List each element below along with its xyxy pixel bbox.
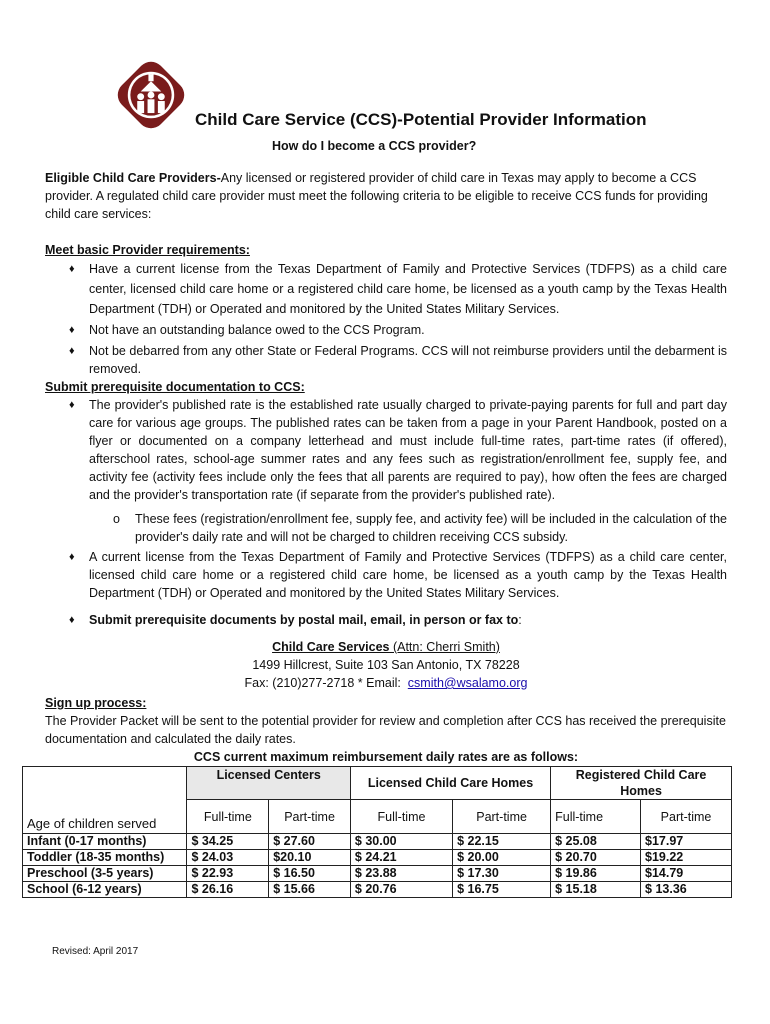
rate-cell: $ 16.50 [269, 866, 351, 882]
rate-cell: $ 20.70 [551, 850, 641, 866]
page-subtitle: How do I become a CCS provider? [272, 139, 477, 153]
contact-fax-line [45, 674, 727, 692]
rate-cell: $17.97 [641, 834, 732, 850]
submit-documentation-heading: Submit prerequisite documentation to CCS: [45, 380, 305, 394]
sub-bullet-icon: o [113, 512, 120, 526]
signup-heading: Sign up process: [45, 696, 147, 710]
rate-cell: $ 22.93 [187, 866, 269, 882]
list-item: ♦ Not be debarred from any other State or Federal Programs. CCS will not reimburse providers until the debarment is removed. [89, 342, 727, 378]
rate-cell: $ 30.00 [350, 834, 452, 850]
age-cell: Preschool (3-5 years) [23, 866, 187, 882]
fee-sub-item [45, 510, 727, 546]
rate-cell: $ 20.76 [350, 882, 452, 898]
rate-cell: $ 26.16 [187, 882, 269, 898]
table-row [23, 882, 732, 898]
eligible-paragraph [45, 169, 727, 223]
rate-cell: $ 34.25 [187, 834, 269, 850]
eligible-text: Any licensed or registered provider of child care in Texas may apply to become a CCS provider. A regulated child care provider must meet the following criteria to be eligible to receive CCS funds for providing child care services: [45, 171, 708, 221]
rate-cell: $ 27.60 [269, 834, 351, 850]
meet-requirements-heading: Meet basic Provider requirements: [45, 243, 250, 257]
rate-cell: $ 25.08 [551, 834, 641, 850]
rate-cell: $ 15.66 [269, 882, 351, 898]
submit-method-colon: : [518, 613, 522, 627]
age-cell: Infant (0-17 months) [23, 834, 187, 850]
submit-method-text: Submit prerequisite documents by postal mail, email, in person or fax to [89, 613, 519, 627]
rate-cell: $ 19.86 [551, 866, 641, 882]
group-header: Licensed Child Care Homes [350, 767, 550, 800]
rate-cell: $ 24.21 [350, 850, 452, 866]
contact-attn: (Attn: Cherri Smith) [389, 640, 500, 654]
rate-cell: $ 23.88 [350, 866, 452, 882]
contact-org: Child Care Services [272, 640, 390, 654]
list-item: ♦ Have a current license from the Texas Department of Family and Protective Services (TDFPS) as a child care center, licensed child care home or a registered child care home, be licensed as a youth camp by the Texas Health Department (TDH) or Operated and monitored by the United States Military Services. [89, 259, 727, 319]
list-item: ♦ A current license from the Texas Department of Family and Protective Services (TDFPS) as a child care center, licensed child care home or a registered child care home, be licensed as a youth camp by the Texas Health Department (TDH) or Operated and monitored by the United States Military Services. [89, 548, 727, 602]
sub-header: Part-time [641, 800, 732, 834]
sub-header: Full-time [350, 800, 452, 834]
list-item: ♦ The provider's published rate is the established rate usually charged to private-paying parents for full and part day care for various age groups. The published rates can be taken from a page in your Parent Handbook, posted on a flyer or documented on a company letterhead and must include full-time rates, part-time rates (if offered), afterschool rates, school-age summer rates and any fees such as registration/enrollment fee, supply fee, and activity fee (activity fees include only the fees that all parents are required to pay), how often the fees are charged and the provider's transportation rate (if separate from the provider's published rate). [89, 396, 727, 504]
submit-documentation-list-cont [45, 548, 727, 629]
contact-fax: Fax: (210)277-2718 * Email: [244, 676, 408, 690]
table-row [23, 866, 732, 882]
sub-header: Full-time [551, 800, 641, 834]
contact-address: 1499 Hillcrest, Suite 103 San Antonio, TX 78228 [252, 658, 520, 672]
rate-cell: $19.22 [641, 850, 732, 866]
rate-cell: $ 24.03 [187, 850, 269, 866]
age-header: Age of children served [27, 816, 157, 831]
group-header: Registered Child Care Homes [551, 767, 732, 800]
rate-cell: $14.79 [641, 866, 732, 882]
revised-date: Revised: April 2017 [52, 946, 139, 957]
rate-cell: $20.10 [269, 850, 351, 866]
rate-cell: $ 13.36 [641, 882, 732, 898]
rate-cell: $ 15.18 [551, 882, 641, 898]
group-header: Licensed Centers [187, 767, 350, 800]
table-header-row [23, 767, 732, 800]
rate-cell: $ 16.75 [453, 882, 551, 898]
page-title: Child Care Service (CCS)-Potential Provider Information [195, 110, 647, 129]
sub-header: Part-time [269, 800, 351, 834]
table-row [23, 850, 732, 866]
age-cell: School (6-12 years) [23, 882, 187, 898]
email-link[interactable]: csmith@wsalamo.org [407, 676, 528, 690]
rate-cell: $ 22.15 [453, 834, 551, 850]
organization-logo-icon [108, 52, 194, 138]
rates-table [22, 766, 732, 898]
age-header-cell [23, 767, 187, 834]
eligible-heading: Eligible Child Care Providers- [45, 171, 221, 185]
contact-org-line [45, 638, 727, 656]
sub-item-text: These fees (registration/enrollment fee, supply fee, and activity fee) will be included in the calculation of the provider's daily rate and will not be charged to children receiving CCS subsidy. [135, 512, 727, 544]
contact-block [45, 638, 727, 692]
age-cell: Toddler (18-35 months) [23, 850, 187, 866]
signup-text: The Provider Packet will be sent to the potential provider for review and completion after CCS has received the prerequisite documentation and calculated the daily rates. [45, 714, 726, 746]
sub-header: Part-time [453, 800, 551, 834]
rate-cell: $ 17.30 [453, 866, 551, 882]
table-row [23, 834, 732, 850]
document-body [27, 169, 727, 898]
meet-requirements-list [45, 259, 727, 378]
list-item [89, 611, 727, 629]
rate-cell: $ 20.00 [453, 850, 551, 866]
sub-header: Full-time [187, 800, 269, 834]
submit-documentation-list [45, 396, 727, 504]
list-item: ♦ Not have an outstanding balance owed to the CCS Program. [89, 321, 727, 339]
rates-title: CCS current maximum reimbursement daily rates are as follows: [193, 750, 579, 764]
